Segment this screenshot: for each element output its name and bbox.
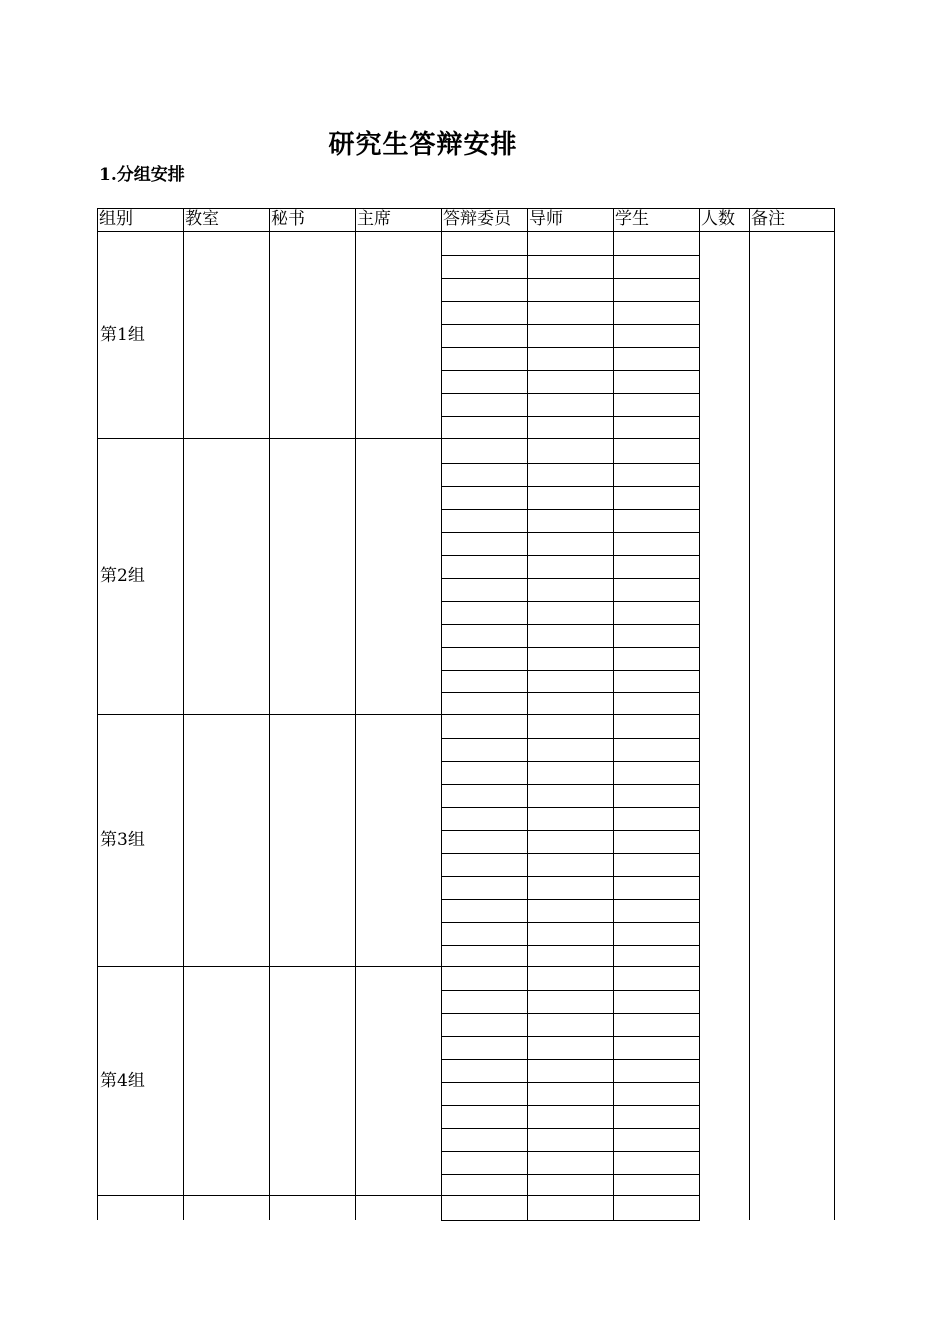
sub-row-border: [441, 966, 700, 967]
header-chair: 主席: [357, 209, 391, 229]
header-committee: 答辩委员: [443, 209, 511, 229]
sub-row-border: [441, 255, 700, 256]
header-col-border-7: [699, 208, 700, 231]
sub-row-border: [441, 807, 700, 808]
header-col-border-6: [613, 208, 614, 231]
col-border-9: [834, 231, 835, 1220]
col-border-8: [749, 231, 750, 1220]
sub-row-border: [441, 1174, 700, 1175]
sub-row-border: [441, 370, 700, 371]
sub-row-border: [441, 624, 700, 625]
sub-row-border: [441, 784, 700, 785]
header-classroom: 教室: [185, 209, 219, 229]
header-count: 人数: [701, 209, 735, 229]
sub-row-border: [441, 1195, 700, 1196]
sub-row-border: [441, 692, 700, 693]
sub-row-border: [441, 876, 700, 877]
sub-row-border: [441, 1059, 700, 1060]
header-col-border-4: [441, 208, 442, 231]
col-border-1: [183, 231, 184, 1220]
sub-row-border: [441, 761, 700, 762]
sub-row-border: [441, 301, 700, 302]
col-border-5: [527, 231, 528, 1220]
sub-row-border: [441, 532, 700, 533]
sub-row-border: [441, 463, 700, 464]
header-col-border-0: [97, 208, 98, 231]
header-col-border-1: [183, 208, 184, 231]
sub-row-border: [441, 990, 700, 991]
group-separator-5: [97, 1195, 441, 1196]
col-border-7: [699, 231, 700, 1220]
col-border-3: [355, 231, 356, 1220]
header-col-border-9: [834, 208, 835, 231]
group-label-4: 第4组: [100, 1070, 145, 1091]
sub-row-border: [441, 922, 700, 923]
sub-row-border: [441, 486, 700, 487]
header-col-border-5: [527, 208, 528, 231]
sub-row-border: [441, 899, 700, 900]
col-border-6: [613, 231, 614, 1220]
sub-row-border: [441, 347, 700, 348]
header-col-border-3: [355, 208, 356, 231]
group-label-3: 第3组: [100, 830, 145, 850]
col-border-0: [97, 231, 98, 1220]
sub-row-border: [441, 578, 700, 579]
sub-row-border: [441, 1013, 700, 1014]
sub-row-border: [441, 1105, 700, 1106]
sub-row-border: [441, 1220, 700, 1221]
group-separator-2: [97, 438, 441, 439]
sub-row-border: [441, 945, 700, 946]
header-bottom-border: [97, 231, 835, 232]
group-label-2: 第2组: [100, 566, 145, 586]
col-border-4: [441, 231, 442, 1220]
header-col-border-8: [749, 208, 750, 231]
sub-row-border: [441, 1082, 700, 1083]
sub-row-border: [441, 324, 700, 325]
group-separator-3: [97, 714, 441, 715]
group-separator-4: [97, 966, 441, 967]
header-group: 组别: [99, 209, 133, 229]
sub-row-border: [441, 1151, 700, 1152]
header-advisor: 导师: [529, 209, 563, 229]
sub-row-border: [441, 1036, 700, 1037]
sub-row-border: [441, 714, 700, 715]
sub-row-border: [441, 509, 700, 510]
sub-row-border: [441, 1128, 700, 1129]
group-label-1: 第1组: [100, 324, 145, 345]
sub-row-border: [441, 670, 700, 671]
sub-row-border: [441, 647, 700, 648]
sub-row-border: [441, 830, 700, 831]
header-secretary: 秘书: [271, 209, 305, 229]
sub-row-border: [441, 416, 700, 417]
sub-row-border: [441, 555, 700, 556]
sub-row-border: [441, 853, 700, 854]
header-student: 学生: [615, 209, 649, 229]
header-col-border-2: [269, 208, 270, 231]
sub-row-border: [441, 393, 700, 394]
page-title: 研究生答辩安排: [328, 130, 518, 160]
sub-row-border: [441, 438, 700, 439]
sub-row-border: [441, 601, 700, 602]
col-border-2: [269, 231, 270, 1220]
sub-row-border: [441, 738, 700, 739]
sub-row-border: [441, 278, 700, 279]
header-remarks: 备注: [751, 209, 785, 229]
section-heading: 1.分组安排: [99, 165, 185, 185]
